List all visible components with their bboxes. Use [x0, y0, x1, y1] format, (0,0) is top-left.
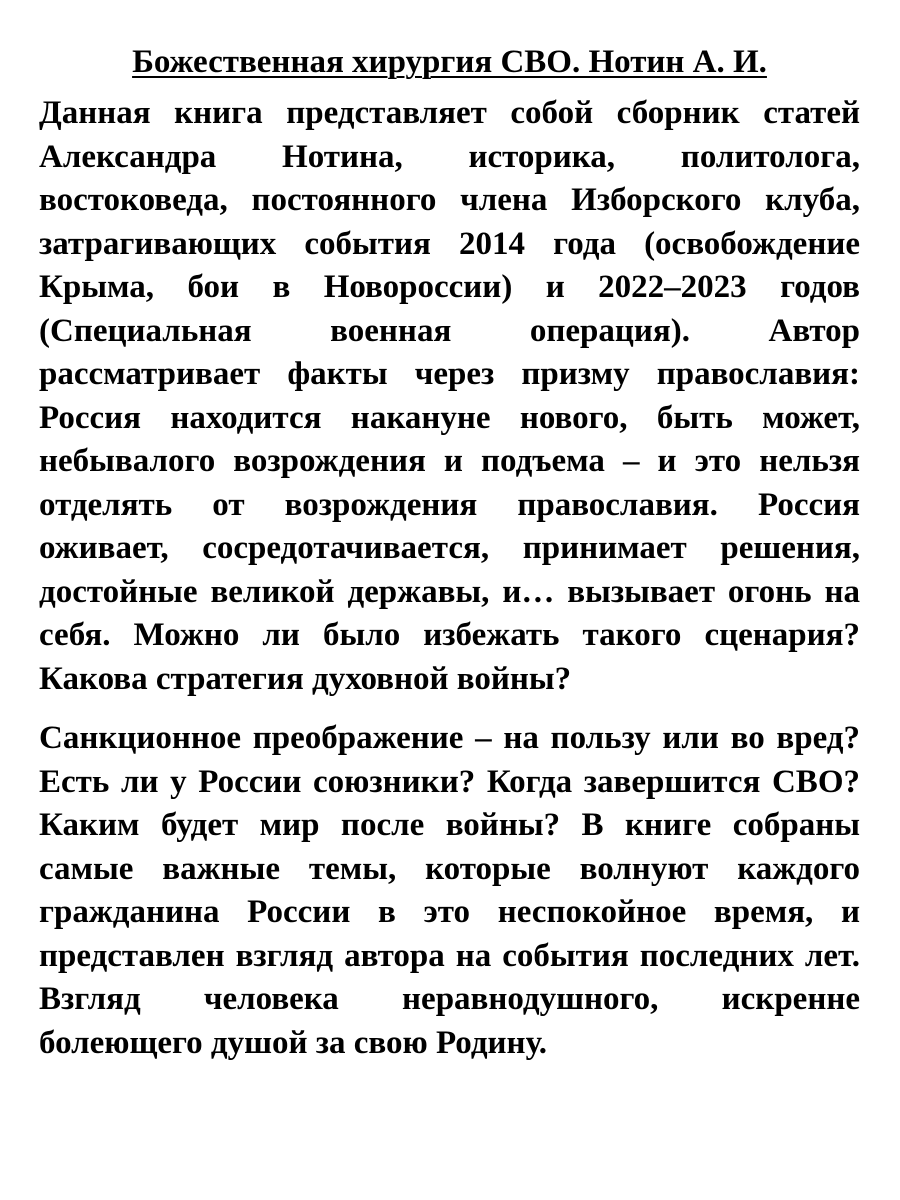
paragraph-1: Данная книга представляет собой сборник статей Александра Нотина, историка, политолога, востоковеда, постоянного члена Изборского клуба, затрагивающих события 2014 года (освобождение Крыма, бои в Новороссии) и 2022–2023 годов (Специальная военная операция). Автор рассматривает факты через призму православия: Россия находится накануне нового, быть может, небывалого возрождения и подъема – и это нельзя отделять от возрождения православия. Россия оживает, сосредотачивается, принимает решения, достойные великой державы, и… вызывает огонь на себя. Можно ли было избежать такого сценария? Какова стратегия духовной войны? [39, 95, 860, 697]
paragraph-2: Санкционное преображение – на пользу или во вред? Есть ли у России союзники? Когда завершится СВО? Каким будет мир после войны? В книге собраны самые важные темы, которые волнуют каждого гражданина России в это неспокойное время, и представлен взгляд автора на события последних лет. Взгляд человека неравнодушного, искренне болеющего душой за свою Родину. [39, 720, 860, 1061]
document-page [39, 40, 860, 1065]
document-title: Божественная хирургия СВО. Нотин А. И. [132, 44, 767, 80]
